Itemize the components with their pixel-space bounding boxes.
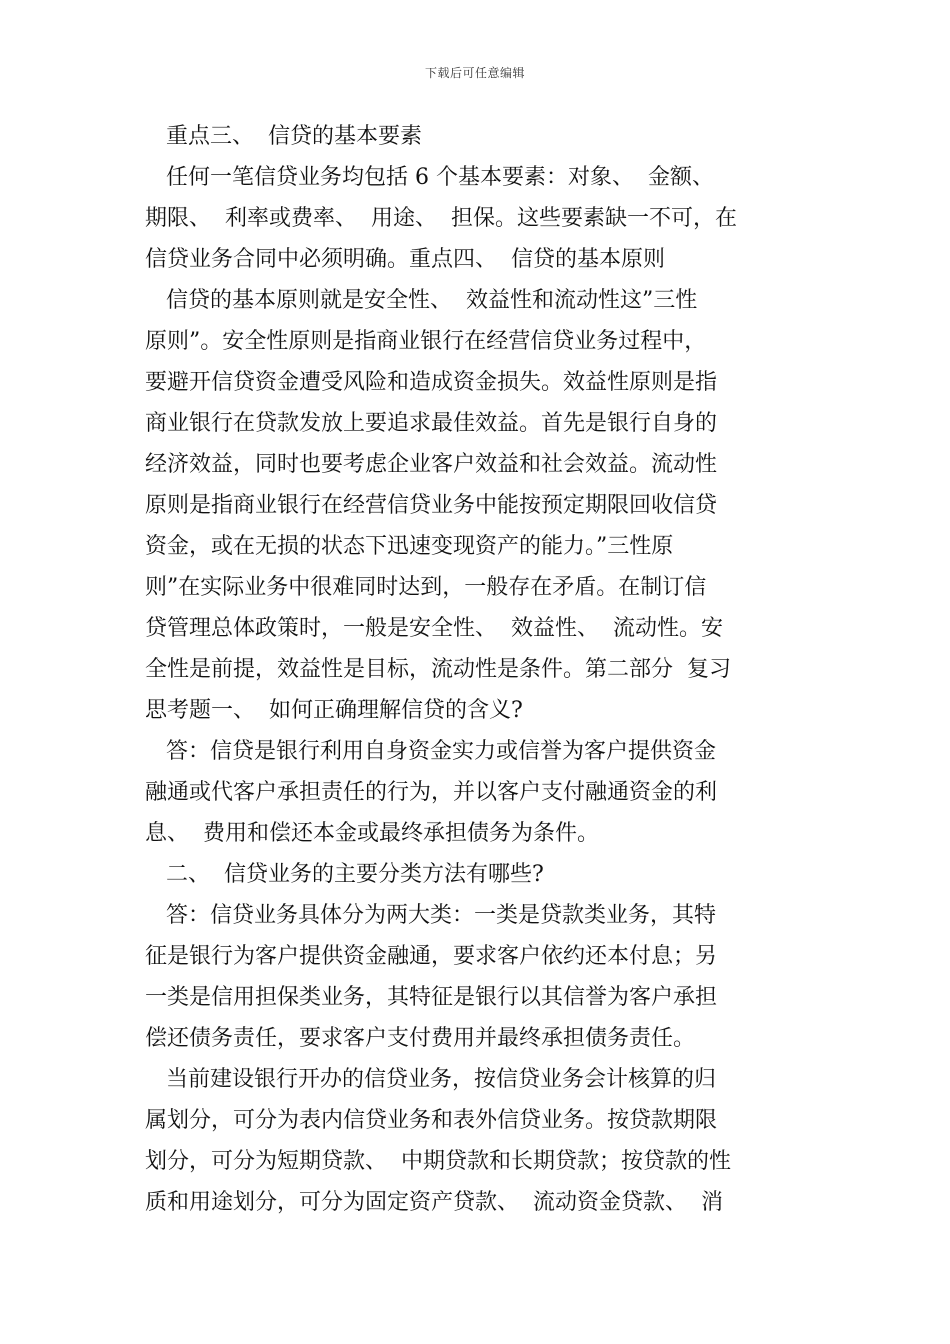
text-line: 信贷业务合同中必须明确。重点四、 信贷的基本原则 <box>145 247 665 272</box>
text-line: 息、 费用和偿还本金或最终承担债务为条件。 <box>145 821 599 846</box>
text-line: 属划分，可分为表内信贷业务和表外信贷业务。按贷款期限 <box>145 1108 718 1133</box>
text-line: 答：信贷是银行利用自身资金实力或信誉为客户提供资金 <box>145 739 716 764</box>
text-line: 征是银行为客户提供资金融通，要求客户依约还本付息；另 <box>145 944 718 969</box>
text-line: 偿还债务责任，要求客户支付费用并最终承担债务责任。 <box>145 1026 696 1051</box>
text-line: 原则”。安全性原则是指商业银行在经营信贷业务过程中， <box>145 329 707 354</box>
text-line: 期限、 利率或费率、 用途、 担保。这些要素缺一不可，在 <box>145 206 737 231</box>
text-line: 答：信贷业务具体分为两大类：一类是贷款类业务，其特 <box>145 903 716 928</box>
text-line: 融通或代客户承担责任的行为，并以客户支付融通资金的利 <box>145 780 718 805</box>
text-line: 要避开信贷资金遭受风险和造成资金损失。效益性原则是指 <box>145 370 718 395</box>
text-line: 全性是前提，效益性是目标，流动性是条件。第二部分 复习 <box>145 657 731 682</box>
text-line: 资金，或在无损的状态下迅速变现资产的能力。”三性原 <box>145 534 674 559</box>
text-line: 思考题一、 如何正确理解信贷的含义? <box>145 698 523 723</box>
text-line: 当前建设银行开办的信贷业务，按信贷业务会计核算的归 <box>145 1067 716 1092</box>
page-header: 下载后可任意编辑 <box>424 66 525 80</box>
text-line: 二、 信贷业务的主要分类方法有哪些? <box>145 862 544 887</box>
text-line: 经济效益，同时也要考虑企业客户效益和社会效益。流动性 <box>145 452 718 477</box>
text-line: 一类是信用担保类业务，其特征是银行以其信誉为客户承担 <box>145 985 718 1010</box>
text-line: 则”在实际业务中很难同时达到，一般存在矛盾。在制订信 <box>145 575 707 600</box>
text-line: 信贷的基本原则就是安全性、 效益性和流动性这”三性 <box>145 288 698 313</box>
document-body <box>145 116 770 1223</box>
text-line: 任何一笔信贷业务均包括 6 个基本要素：对象、 金额、 <box>145 165 714 190</box>
text-line: 贷管理总体政策时，一般是安全性、 效益性、 流动性。安 <box>145 616 723 641</box>
text-line: 商业银行在贷款发放上要追求最佳效益。首先是银行自身的 <box>145 411 718 436</box>
text-line: 重点三、 信贷的基本要素 <box>145 124 422 149</box>
text-line: 原则是指商业银行在经营信贷业务中能按预定期限回收信贷 <box>145 493 718 518</box>
text-line: 划分，可分为短期贷款、 中期贷款和长期贷款；按贷款的性 <box>145 1149 731 1174</box>
text-line: 质和用途划分，可分为固定资产贷款、 流动资金贷款、 消 <box>145 1190 723 1215</box>
